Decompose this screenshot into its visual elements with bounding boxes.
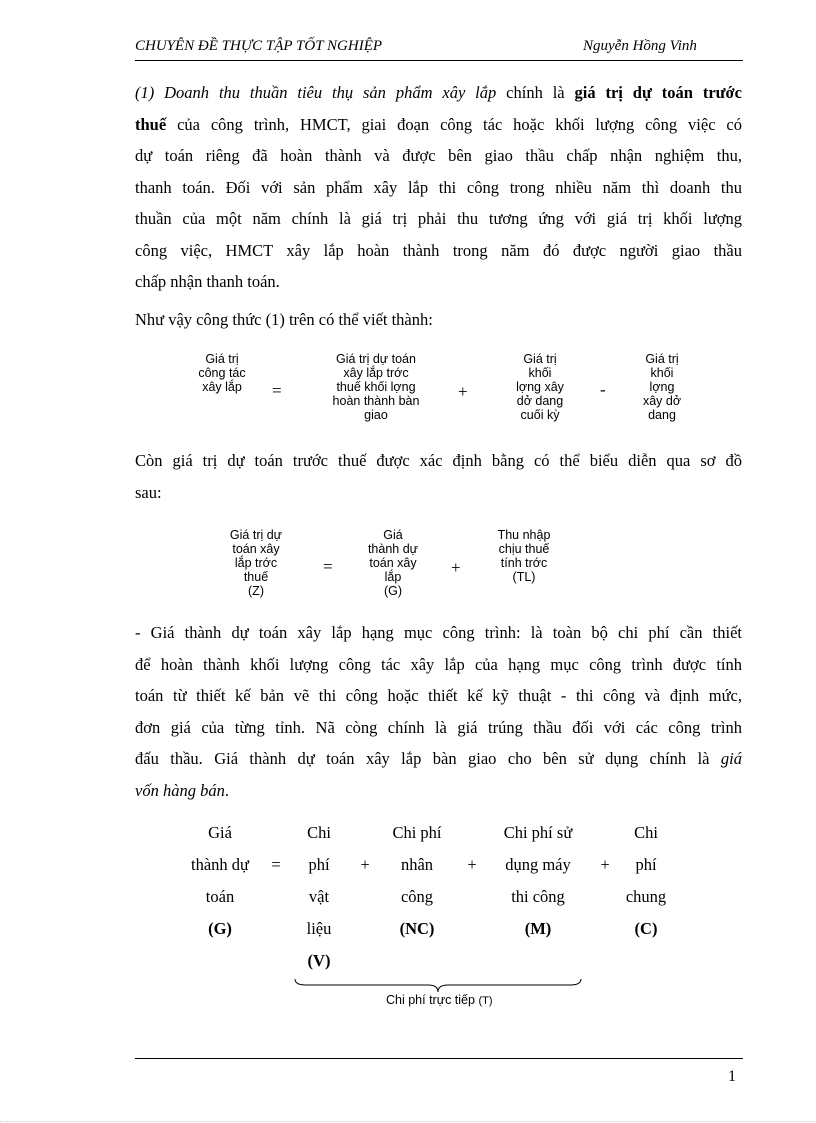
f3-g-line: Giá (208, 823, 232, 842)
f3-g-line: thành dự (191, 855, 249, 874)
f3-c-code: (C) (634, 919, 658, 938)
header-author: Nguyễn Hồng Vinh (583, 38, 697, 54)
f1-lhs-line: xây lắp (202, 380, 242, 394)
para4-italic: giá (720, 749, 742, 768)
f2-term2 (484, 528, 564, 584)
f1-t2-line: khối (528, 366, 552, 380)
f3-plus-1: + (360, 855, 370, 874)
para3-line2: sau: (135, 482, 162, 502)
f1-term1 (316, 352, 436, 422)
para1-line2 (135, 109, 742, 141)
para4-italic: vốn hàng bán (135, 780, 225, 800)
footer-rule (135, 1058, 743, 1059)
para1-text: chính là (496, 83, 575, 102)
f1-t2-line: dở dang (516, 394, 564, 408)
para1-italic-lead: (1) Doanh thu thuần tiêu thụ sản phẩm xây lắp (135, 83, 497, 102)
para3-line1: Còn giá trị dự toán trước thuế được xác định bằng có thể biểu diễn qua sơ đồ (135, 451, 742, 470)
f1-t3-line: xây dở (642, 394, 682, 408)
brace-label-code: (T) (478, 995, 493, 1007)
f3-nc-line: Chi phí (392, 823, 442, 842)
f3-nc-line: công (400, 887, 434, 906)
para1-line7: chấp nhận thanh toán. (135, 272, 280, 291)
f3-nc-line: nhân (400, 855, 434, 874)
f3-plus-2: + (467, 855, 477, 874)
f1-t3-line: dang (648, 408, 676, 422)
f3-m-line: thi công (511, 887, 565, 906)
f1-term2 (496, 352, 584, 422)
f3-nc (378, 817, 456, 945)
f3-m-code: (M) (524, 919, 552, 938)
para1-text: của công trình, HMCT, giai đoạn công tác hoặc khối lượng công việc có (166, 114, 742, 134)
f3-c-line: phí (635, 855, 657, 874)
f2-equals: = (323, 557, 333, 576)
f1-t1-line: xây lắp trớc (343, 366, 409, 380)
f1-t2-line: lợng xây (516, 380, 564, 394)
f2-t2-line: chịu thuế (498, 542, 550, 556)
f3-c (618, 817, 674, 945)
brace-label-text: Chi phí trực tiếp (386, 993, 475, 1007)
para4-line2: để hoàn thành khối lượng công tác xây lắp của hạng mục công trình được tính (135, 654, 742, 674)
f2-t1-line: toán xây (369, 556, 417, 570)
f1-t1-line: Giá trị dự toán (336, 352, 416, 366)
page-bottom-dots (0, 1121, 816, 1122)
f1-t1-line: giao (364, 408, 388, 422)
f1-t1-line: thuế khối lợng (336, 380, 416, 394)
f1-term3 (630, 352, 694, 422)
f1-lhs-line: Giá trị (205, 352, 239, 366)
f1-t3-line: lợng (649, 380, 675, 394)
f1-plus: + (458, 382, 468, 401)
f3-v-line: phí (308, 855, 330, 874)
f1-t1-line: hoàn thành bàn (332, 394, 420, 408)
f1-t3-line: khối (650, 366, 674, 380)
header-title: CHUYÊN ĐỀ THỰC TẬP TỐT NGHIỆP (135, 38, 383, 54)
f2-t1-line: thành dự (367, 542, 419, 556)
header-rule (135, 60, 743, 61)
f2-t2-line: tính trớc (500, 556, 548, 570)
f1-minus: - (600, 380, 606, 399)
f2-lhs-line: thuế (243, 570, 269, 584)
f3-c-line: chung (625, 887, 667, 906)
paragraph-revenue (135, 77, 742, 298)
f3-g (180, 817, 260, 945)
para1-line6: công việc, HMCT xây lắp hoàn thành trong năm đó được người giao thầu (135, 240, 742, 260)
para4-line6 (135, 775, 742, 807)
para4-text: đấu thầu. Giá thành dự toán xây lắp bàn giao cho bên sử dụng chính là (135, 749, 721, 768)
f2-lhs-line: Giá trị dự (229, 528, 283, 542)
para1-line4: thanh toán. Đối với sản phẩm xây lắp thi công trong nhiều năm thì doanh thu (135, 177, 742, 197)
para1-line1 (135, 77, 742, 109)
para4-line1: - Giá thành dự toán xây lắp hạng mục công trình: là toàn bộ chi phí cần thiết (135, 623, 742, 642)
f2-term1 (358, 528, 428, 598)
paragraph-estimated-cost (135, 617, 742, 806)
f3-m-line: Chi phí sử (503, 823, 573, 842)
para1-line3: dự toán riêng đã hoàn thành và được bên giao thầu chấp nhận nghiệm thu, (135, 146, 742, 165)
f1-equals: = (272, 381, 282, 400)
para1-bold: giá trị dự toán trước (574, 83, 743, 102)
page-number: 1 (728, 1068, 736, 1085)
f1-lhs-line: công tác (198, 366, 246, 380)
f2-lhs-line: toán xây (232, 542, 280, 556)
f3-v-line: vật (308, 887, 330, 906)
para1-line5: thuần của một năm chính là giá trị phải thu tương ứng với giá trị khối lượng (135, 209, 742, 228)
f2-lhs-line: lắp trớc (234, 556, 278, 570)
direct-cost-brace (294, 978, 582, 994)
f2-t1-line: Giá (383, 528, 403, 542)
f3-v (293, 817, 345, 977)
direct-cost-label (386, 993, 493, 1007)
f1-lhs (180, 352, 264, 394)
paragraph-pretax-value (135, 445, 742, 508)
f3-nc-code: (NC) (399, 919, 435, 938)
f2-lhs-line: (Z) (248, 584, 264, 598)
paragraph-formula-intro (135, 304, 742, 336)
f2-t1-line: lắp (384, 570, 402, 584)
f1-t2-line: cuối kỳ (520, 408, 560, 422)
f3-c-line: Chi (634, 823, 658, 842)
f2-t2-line: (TL) (512, 570, 536, 584)
para4-text: . (224, 780, 229, 800)
para4-line3: toán từ thiết kế bản vẽ thi công hoặc thiết kế kỹ thuật - thi công và định mức, (135, 686, 742, 705)
f3-g-code: (G) (208, 919, 232, 938)
f3-equals: = (271, 855, 281, 874)
f3-v-line: liệu (306, 919, 332, 938)
f3-v-line: Chi (307, 823, 331, 842)
f3-m-line: dụng máy (505, 855, 571, 874)
f2-lhs (216, 528, 296, 598)
f1-t2-line: Giá trị (523, 352, 557, 366)
para1-bold-thue: thuế (135, 114, 167, 134)
f3-m (490, 817, 586, 945)
f1-t3-line: Giá trị (645, 352, 679, 366)
f2-t2-line: Thu nhập (497, 528, 551, 542)
f2-t1-line: (G) (383, 584, 403, 598)
f3-v-code: (V) (307, 951, 331, 970)
f2-plus: + (451, 558, 461, 577)
para2-line: Như vậy công thức (1) trên có thể viết thành: (135, 310, 433, 329)
para4-line4: đơn giá của từng tỉnh. Nã còng chính là giá trúng thầu đối với các công trình (135, 717, 742, 737)
para4-line5 (135, 743, 742, 775)
f3-plus-3: + (600, 855, 610, 874)
f3-g-line: toán (205, 887, 235, 906)
